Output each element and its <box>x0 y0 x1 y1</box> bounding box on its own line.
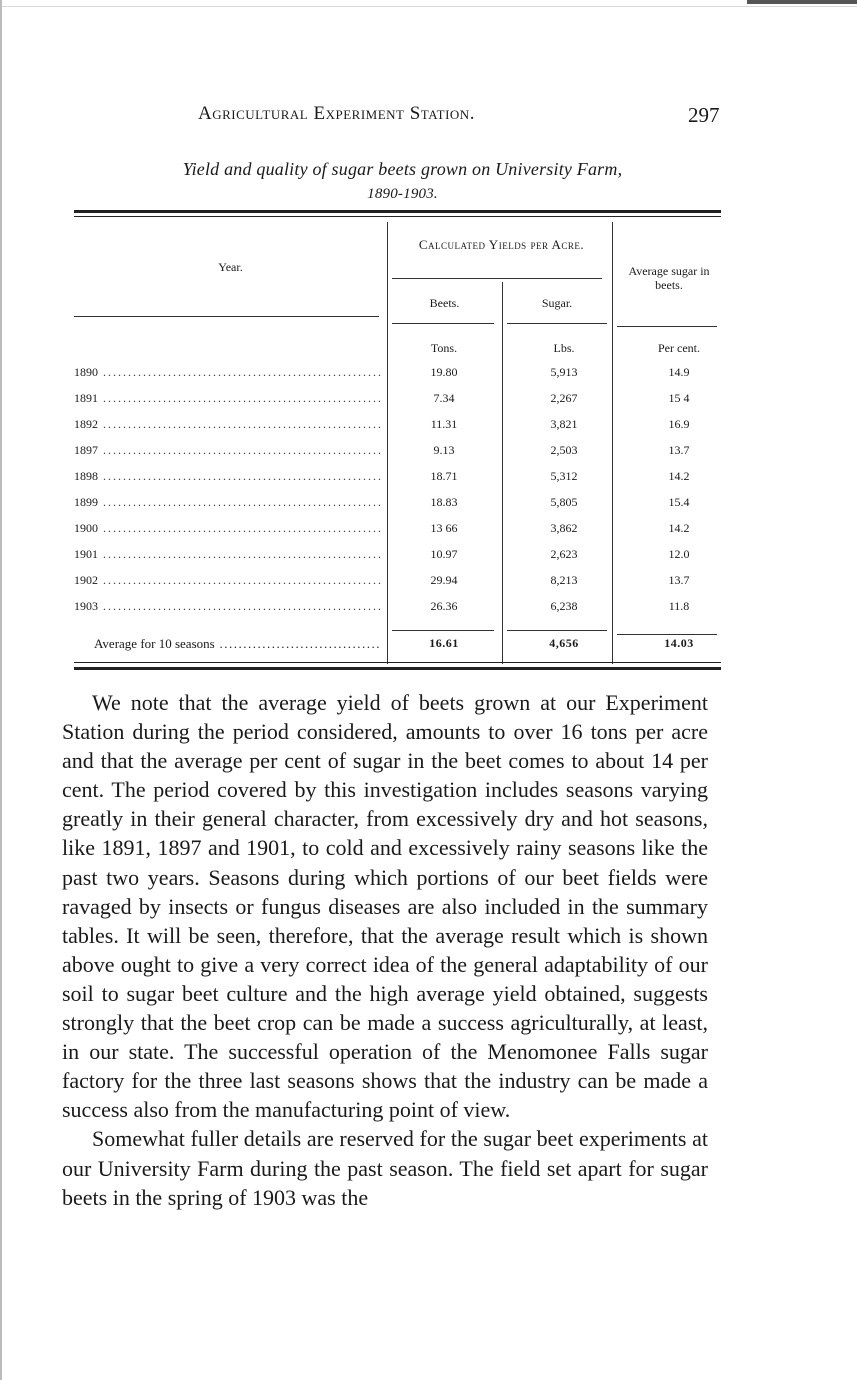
unit-beets: Tons. <box>430 341 458 355</box>
row-year: 1902 ..... <box>74 573 382 588</box>
avg-rule-sugar <box>507 630 607 631</box>
header-sugar: Sugar. <box>541 296 573 310</box>
unit-sugar: Lbs. <box>553 341 575 355</box>
row-beets: 29.94 <box>430 573 458 587</box>
units-row <box>74 341 721 367</box>
row-year: 1899 ..... <box>74 495 382 510</box>
table-bottom-rule-thin <box>74 662 721 663</box>
row-sugar: 8,213 <box>550 573 578 587</box>
average-row <box>74 636 721 662</box>
running-title: Agricultural Experiment Station. <box>198 103 475 124</box>
row-beets: 18.83 <box>430 495 458 509</box>
row-sugar: 2,623 <box>550 547 578 561</box>
table-row <box>74 495 721 521</box>
table-row <box>74 573 721 599</box>
row-year: 1901 ..... <box>74 547 382 562</box>
header-beets: Beets. <box>429 296 460 310</box>
row-sugar: 2,503 <box>550 443 578 457</box>
row-avg: 15 4 <box>668 391 690 405</box>
row-avg: 14.2 <box>668 469 690 483</box>
table-row <box>74 365 721 391</box>
caption-years: 1890-1903. <box>367 186 438 202</box>
row-sugar: 3,821 <box>550 417 578 431</box>
table-row <box>74 547 721 573</box>
row-beets: 11.31 <box>430 417 458 431</box>
header-year-rule <box>74 316 379 317</box>
page-edge-corner <box>747 0 857 4</box>
header-group-rule <box>392 278 602 279</box>
page-header <box>0 103 857 135</box>
header-average-sugar: Average sugar in beets. <box>628 264 710 292</box>
table-bottom-rule <box>74 667 721 670</box>
row-avg: 14.9 <box>668 365 690 379</box>
yield-table <box>74 210 721 672</box>
row-avg: 12.0 <box>668 547 690 561</box>
average-avg: 14.03 <box>664 636 694 650</box>
table-row <box>74 391 721 417</box>
table-row <box>74 521 721 547</box>
row-beets: 26.36 <box>430 599 458 613</box>
row-beets: 10.97 <box>430 547 458 561</box>
row-sugar: 6,238 <box>550 599 578 613</box>
row-avg: 13.7 <box>668 443 690 457</box>
body-text <box>62 688 708 1212</box>
table-row <box>74 469 721 495</box>
row-year: 1892 ..... <box>74 417 382 432</box>
header-avg-rule <box>617 326 717 327</box>
average-label: Average for 10 seasons ..... <box>94 636 380 652</box>
row-avg: 14.2 <box>668 521 690 535</box>
row-year: 1903 ..... <box>74 599 382 614</box>
header-calculated-yields: Calculated Yields per Acre. <box>418 237 585 252</box>
row-sugar: 5,312 <box>550 469 578 483</box>
row-sugar: 5,805 <box>550 495 578 509</box>
avg-rule-avg <box>617 634 717 635</box>
row-sugar: 5,913 <box>550 365 578 379</box>
average-sugar: 4,656 <box>549 636 579 650</box>
paragraph: Somewhat fuller details are reserved for the sugar beet experiments at our University Farm during the past season. The field set apart for sugar beets in the spring of 1903 was the <box>62 1126 708 1210</box>
row-year: 1898 ..... <box>74 469 382 484</box>
caption-title: Yield and quality of sugar beets grown on University Farm, <box>182 159 623 179</box>
table-row <box>74 599 721 625</box>
average-beets: 16.61 <box>429 636 459 650</box>
row-year: 1890 ..... <box>74 365 382 380</box>
row-year: 1900 ..... <box>74 521 382 536</box>
row-avg: 13.7 <box>668 573 690 587</box>
avg-rule-beets <box>392 630 494 631</box>
row-avg: 11.8 <box>668 599 690 613</box>
table-caption <box>80 157 725 207</box>
table-top-rule-thin <box>74 216 721 217</box>
row-beets: 13 66 <box>430 521 458 535</box>
row-year: 1897 ..... <box>74 443 382 458</box>
row-avg: 16.9 <box>668 417 690 431</box>
page-edge-left <box>0 0 2 1380</box>
row-beets: 18.71 <box>430 469 458 483</box>
row-beets: 9.13 <box>433 443 455 457</box>
paragraph: We note that the average yield of beets grown at our Experiment Station during the period considered, amounts to over 16 tons per acre and that the average per cent of sugar in the beet comes to about 14 per cent. The period covered by this investigation includes seasons varying greatly in their general character, from excessively dry and hot seasons, like 1891, 1897 and 1901, to cold and excessively rainy seasons like the past two years. Seasons during which portions of our beet fields were ravaged by insects or fungus diseases are also included in the summary tables. It will be seen, therefore, that the average result which is shown above ought to give a very correct idea of the general adaptability of our soil to sugar beet culture and the high average yield obtained, suggests strongly that the beet crop can be made a success agriculturally, at least, in our state. The successful operation of the Menomonee Falls sugar factory for the three last seasons shows that the industry can be made a success also from the manufacturing point of view. <box>62 690 708 1123</box>
row-year: 1891 ..... <box>74 391 382 406</box>
row-avg: 15.4 <box>668 495 690 509</box>
row-beets: 19.80 <box>430 365 458 379</box>
unit-avg: Per cent. <box>658 341 700 355</box>
header-beets-rule <box>392 323 494 324</box>
row-beets: 7.34 <box>433 391 455 405</box>
row-sugar: 2,267 <box>550 391 578 405</box>
page-edge-top <box>0 6 857 7</box>
table-row <box>74 417 721 443</box>
header-year: Year. <box>218 260 243 274</box>
page-number: 297 <box>688 103 720 127</box>
table-row <box>74 443 721 469</box>
row-sugar: 3,862 <box>550 521 578 535</box>
header-sugar-rule <box>507 323 607 324</box>
table-top-rule <box>74 210 721 213</box>
